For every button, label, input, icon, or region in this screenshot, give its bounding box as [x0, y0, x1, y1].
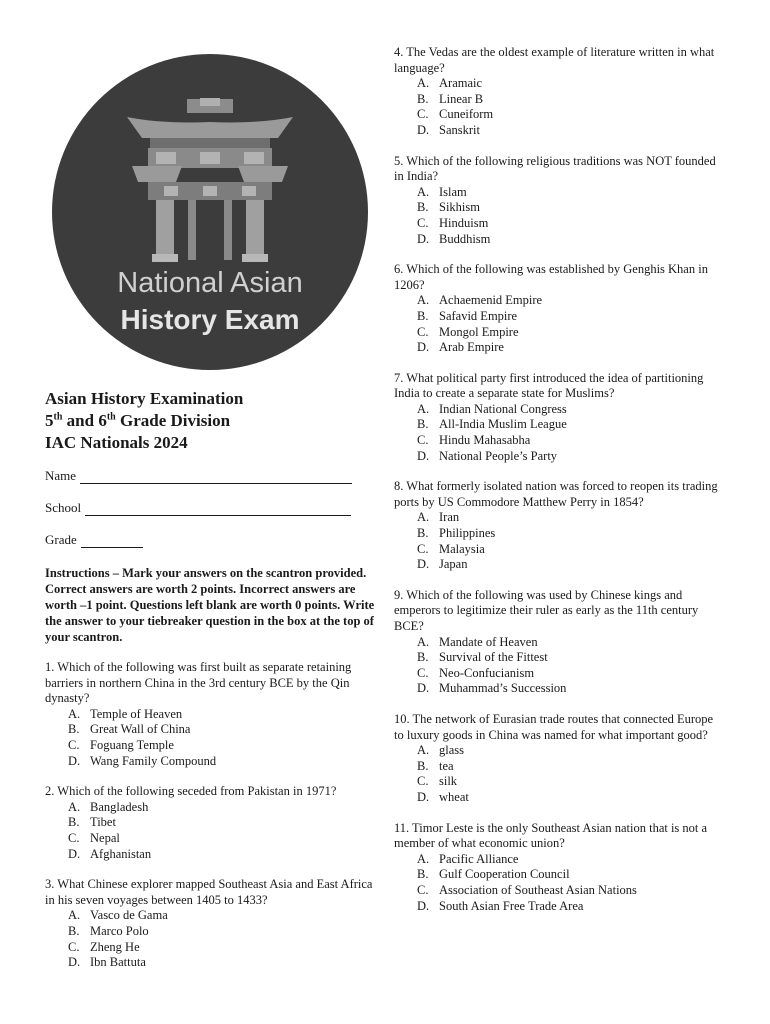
option-letter: D. [68, 846, 81, 861]
option-text: Afghanistan [90, 846, 152, 861]
option-letter: D. [417, 231, 430, 246]
question-7 [394, 371, 724, 465]
instructions: Instructions – Mark your answers on the scantron provided. Correct answers are worth 2 points. Incorrect answers are worth –1 point. Questions left blank are worth 0 points. Write the answer to your tiebreaker question in the box at the top of your scantron. [45, 566, 375, 644]
option-letter: A. [417, 743, 430, 758]
answer-option [68, 754, 380, 770]
option-text: Mandate of Heaven [439, 634, 538, 649]
option-text: Indian National Congress [439, 401, 567, 416]
logo-line-2: History Exam [120, 304, 300, 335]
question-10 [394, 712, 724, 806]
question-text: 10. The network of Eurasian trade routes that connected Europe to luxury goods in China was named for what important good? [394, 711, 714, 742]
option-letter: A. [68, 706, 81, 721]
exam-title: Asian History Examination [45, 389, 244, 408]
school-line[interactable] [85, 503, 351, 516]
question-6 [394, 262, 724, 356]
option-letter: D. [417, 557, 430, 572]
option-text: Muhammad’s Succession [439, 681, 567, 696]
option-letter: A. [68, 908, 81, 923]
question-text: 8. What formerly isolated nation was forced to reopen its trading ports by US Commodore Matthew Perry in 1854? [394, 479, 718, 509]
division-grade-2: 6 [98, 411, 107, 430]
option-text: Survival of the Fittest [439, 650, 548, 665]
option-text: Buddhism [439, 231, 491, 246]
option-letter: A. [68, 799, 81, 814]
option-text: Iran [439, 510, 460, 525]
option-text: National People’s Party [439, 448, 558, 463]
option-letter: B. [417, 417, 429, 432]
option-letter: A. [417, 76, 430, 91]
option-text: Cuneiform [439, 107, 494, 122]
option-text: Neo-Confucianism [439, 665, 535, 680]
answer-options [45, 800, 380, 862]
answer-option [417, 681, 724, 697]
option-letter: A. [417, 184, 430, 199]
question-11 [394, 821, 724, 915]
question-text: 11. Timor Leste is the only Southeast Asian nation that is not a member of what economic union? [394, 820, 708, 851]
option-letter: C. [417, 215, 429, 230]
option-text: Foguang Temple [90, 737, 174, 752]
answer-option [417, 107, 724, 123]
name-label: Name [45, 468, 77, 483]
question-text: 2. Which of the following seceded from Pakistan in 1971? [45, 784, 337, 799]
question-8 [394, 479, 724, 573]
option-letter: D. [417, 898, 430, 913]
option-text: Nepal [90, 830, 120, 845]
option-letter: B. [417, 200, 429, 215]
answer-option [68, 940, 380, 956]
answer-option [417, 759, 724, 775]
answer-options [394, 510, 724, 572]
answer-option [417, 293, 724, 309]
answer-option [68, 924, 380, 940]
answer-option [68, 738, 380, 754]
option-letter: C. [417, 433, 429, 448]
answer-option [417, 743, 724, 759]
answer-option [417, 899, 724, 915]
option-letter: A. [417, 401, 430, 416]
option-letter: A. [417, 851, 430, 866]
option-letter: D. [417, 681, 430, 696]
option-text: Vasco de Gama [90, 908, 168, 923]
question-text: 3. What Chinese explorer mapped Southeast Asia and East Africa in his seven voyages between 1405 to 1433? [45, 877, 373, 907]
question-text: 4. The Vedas are the oldest example of literature written in what language? [394, 45, 715, 75]
answer-option [417, 123, 724, 139]
answer-option [417, 526, 724, 542]
answer-option [68, 955, 380, 971]
left-column [45, 388, 380, 986]
option-letter: B. [417, 867, 429, 882]
event-name: IAC Nationals 2024 [45, 433, 188, 452]
option-text: Arab Empire [439, 340, 504, 355]
answer-option [417, 666, 724, 682]
answer-option [417, 216, 724, 232]
option-letter: C. [417, 774, 429, 789]
question-3 [45, 877, 380, 971]
option-text: Aramaic [439, 76, 483, 91]
option-text: Philippines [439, 526, 496, 541]
option-text: Marco Polo [90, 923, 149, 938]
option-text: glass [439, 743, 464, 758]
answer-option [417, 557, 724, 573]
option-text: Mongol Empire [439, 324, 519, 339]
exam-logo [52, 54, 368, 370]
division-sup-1: th [53, 411, 63, 423]
option-text: Great Wall of China [90, 722, 191, 737]
option-letter: A. [417, 510, 430, 525]
right-question-list [394, 45, 724, 929]
school-label: School [45, 500, 82, 515]
option-text: South Asian Free Trade Area [439, 898, 584, 913]
option-text: Achaemenid Empire [439, 293, 543, 308]
option-letter: C. [68, 939, 80, 954]
option-text: Sikhism [439, 200, 480, 215]
option-letter: C. [417, 324, 429, 339]
answer-option [417, 883, 724, 899]
exam-title-block [45, 388, 380, 454]
answer-options [394, 635, 724, 697]
answer-option [68, 815, 380, 831]
answer-option [68, 908, 380, 924]
option-text: Zheng He [90, 939, 140, 954]
answer-options [394, 743, 724, 805]
answer-option [417, 417, 724, 433]
question-text: 7. What political party first introduced the idea of partitioning India to create a separate state for Muslims? [394, 370, 704, 401]
answer-option [68, 707, 380, 723]
question-text: 6. Which of the following was established by Genghis Khan in 1206? [394, 262, 708, 292]
option-letter: D. [68, 955, 81, 970]
answer-option [417, 433, 724, 449]
answer-options [45, 707, 380, 769]
option-letter: A. [417, 293, 430, 308]
option-text: Gulf Cooperation Council [439, 867, 570, 882]
answer-option [68, 722, 380, 738]
answer-options [394, 185, 724, 247]
option-text: Malaysia [439, 541, 485, 556]
option-text: Sanskrit [439, 122, 480, 137]
school-field[interactable] [45, 500, 380, 516]
option-letter: C. [417, 665, 429, 680]
option-text: Wang Family Compound [90, 753, 217, 768]
answer-option [417, 92, 724, 108]
option-letter: B. [68, 923, 80, 938]
grade-division [45, 410, 380, 432]
option-text: Pacific Alliance [439, 851, 519, 866]
logo-line-1: National Asian [117, 267, 303, 299]
division-and: and [62, 411, 99, 430]
option-text: Japan [439, 557, 468, 572]
option-letter: D. [68, 753, 81, 768]
option-text: Islam [439, 184, 467, 199]
option-letter: B. [68, 722, 80, 737]
answer-option [417, 340, 724, 356]
left-question-list [45, 660, 380, 971]
question-2 [45, 784, 380, 862]
question-text: 9. Which of the following was used by Chinese kings and emperors to legitimize their ruler as early as the 11th century BCE? [394, 587, 699, 633]
answer-option [417, 449, 724, 465]
option-text: Safavid Empire [439, 308, 518, 323]
answer-option [68, 800, 380, 816]
name-field[interactable] [45, 468, 380, 484]
answer-option [417, 635, 724, 651]
option-letter: C. [68, 737, 80, 752]
option-letter: D. [417, 340, 430, 355]
option-letter: B. [417, 526, 429, 541]
answer-option [417, 852, 724, 868]
option-text: Tibet [90, 815, 116, 830]
answer-option [417, 774, 724, 790]
answer-options [394, 852, 724, 914]
answer-option [417, 200, 724, 216]
division-rest: Grade Division [115, 411, 231, 430]
option-letter: C. [417, 541, 429, 556]
option-letter: B. [68, 815, 80, 830]
option-text: tea [439, 758, 454, 773]
question-4 [394, 45, 724, 139]
answer-option [417, 309, 724, 325]
answer-option [417, 185, 724, 201]
answer-option [417, 76, 724, 92]
answer-option [417, 542, 724, 558]
answer-option [417, 867, 724, 883]
answer-option [417, 790, 724, 806]
option-letter: B. [417, 308, 429, 323]
grade-label: Grade [45, 532, 77, 547]
option-letter: B. [417, 650, 429, 665]
division-grade-1: 5 [45, 411, 54, 430]
question-9 [394, 588, 724, 697]
option-letter: D. [417, 448, 430, 463]
option-text: Temple of Heaven [90, 706, 183, 721]
answer-options [394, 293, 724, 355]
option-text: wheat [439, 789, 469, 804]
division-sup-2: th [106, 411, 116, 423]
question-5 [394, 154, 724, 248]
name-line[interactable] [80, 471, 352, 484]
answer-option [417, 232, 724, 248]
answer-option [417, 325, 724, 341]
question-1 [45, 660, 380, 769]
question-text: 1. Which of the following was first built as separate retaining barriers in northern China in the 3rd century BCE by the Qin dynasty? [45, 660, 352, 706]
option-letter: B. [417, 91, 429, 106]
option-letter: C. [68, 830, 80, 845]
answer-options [394, 76, 724, 138]
option-text: All-India Muslim League [439, 417, 567, 432]
option-letter: B. [417, 758, 429, 773]
option-text: Ibn Battuta [90, 955, 146, 970]
answer-option [68, 831, 380, 847]
option-letter: A. [417, 634, 430, 649]
option-text: Hindu Mahasabha [439, 433, 531, 448]
option-text: Bangladesh [90, 799, 149, 814]
option-text: Hinduism [439, 215, 489, 230]
answer-options [394, 402, 724, 464]
option-letter: C. [417, 107, 429, 122]
option-letter: D. [417, 789, 430, 804]
option-text: Linear B [439, 91, 484, 106]
answer-option [68, 847, 380, 863]
answer-option [417, 650, 724, 666]
grade-line[interactable] [81, 535, 143, 548]
answer-option [417, 510, 724, 526]
option-letter: D. [417, 122, 430, 137]
answer-options [45, 908, 380, 970]
option-text: silk [439, 774, 458, 789]
grade-field[interactable] [45, 532, 380, 548]
answer-option [417, 402, 724, 418]
option-letter: C. [417, 882, 429, 897]
question-text: 5. Which of the following religious traditions was NOT founded in India? [394, 153, 716, 184]
option-text: Association of Southeast Asian Nations [439, 882, 637, 897]
